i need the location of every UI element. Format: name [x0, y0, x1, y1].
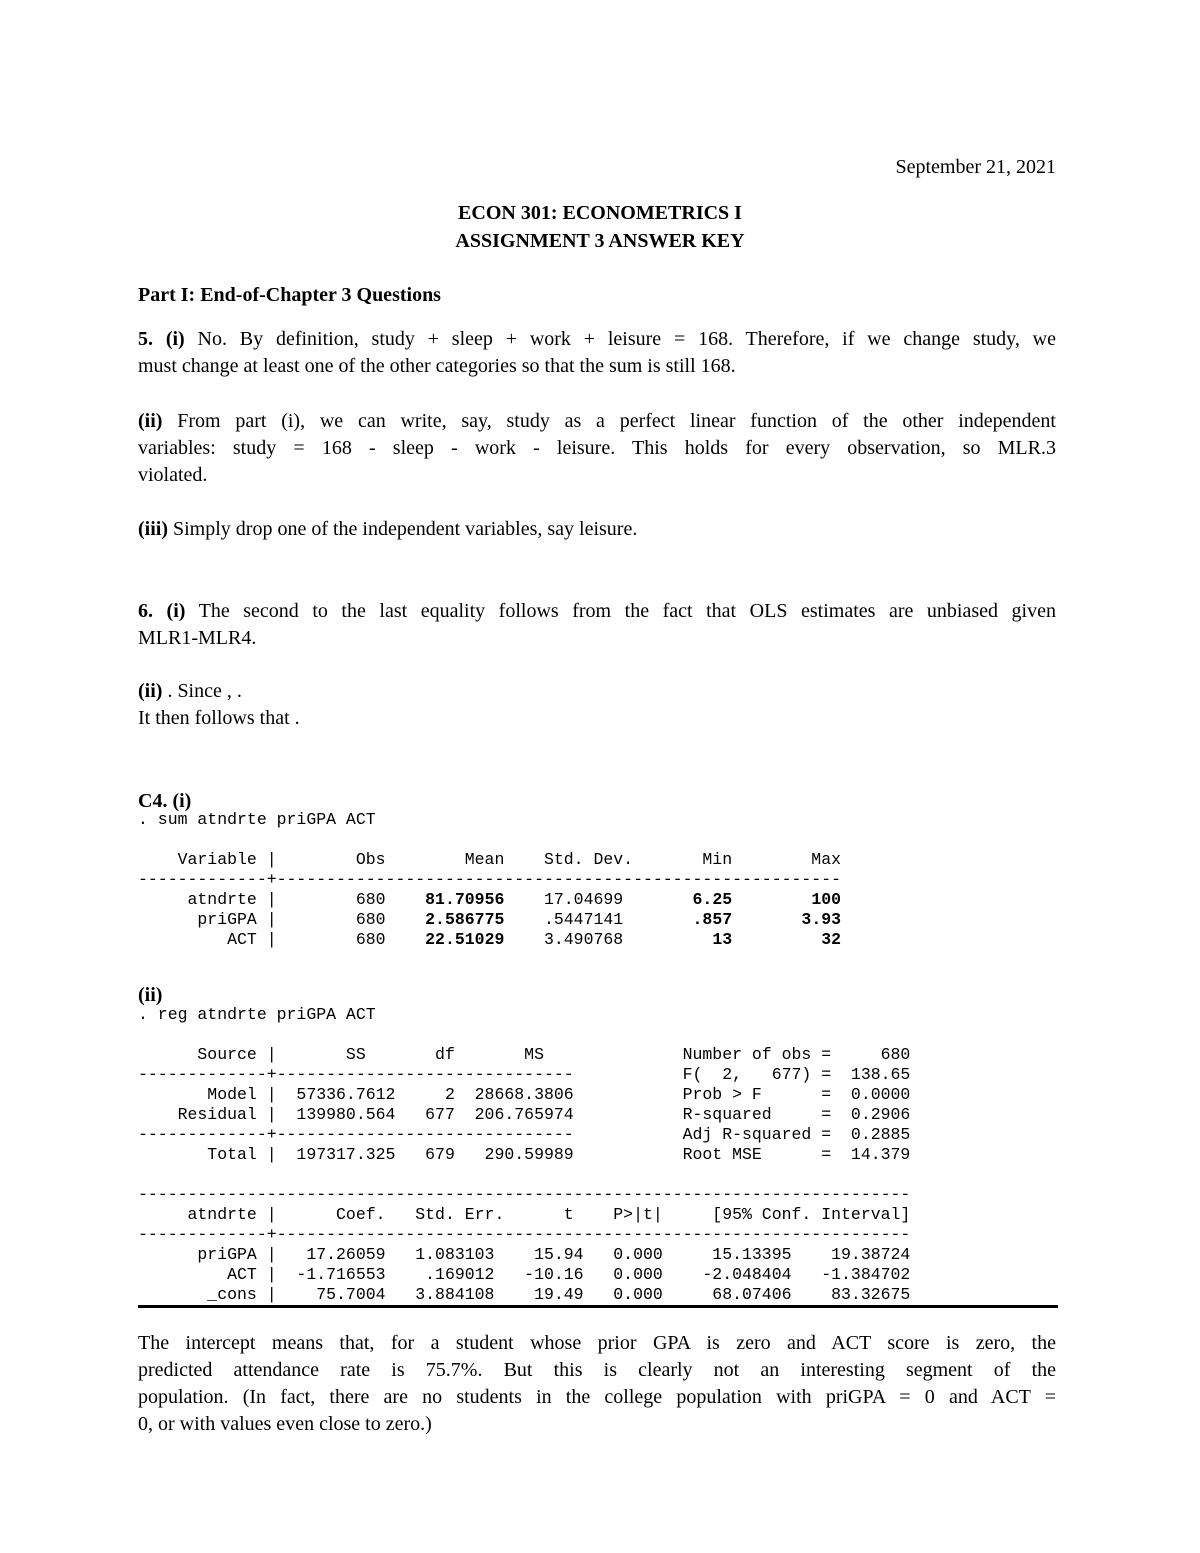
q5-ii-line1: From part (i), we can write, say, study as a perfect linear function of the other independent	[162, 410, 1056, 432]
coef-line: priGPA | 17.26059 1.083103 15.94 0.000 15.13395 19.38724	[138, 1245, 911, 1264]
sum-table-separator: -------------+---------------------------------------------------------	[138, 870, 842, 889]
anova-line: Model | 57336.7612 2 28668.3806 Prob > F = 0.0000	[138, 1085, 911, 1104]
q6-ii-text: . Since , .	[162, 680, 242, 702]
coef-line: _cons | 75.7004 3.884108 19.49 0.000 68.07406 83.32675	[138, 1285, 911, 1304]
q5-iii-text: Simply drop one of the independent variables, say leisure.	[168, 518, 638, 540]
part1-heading: Part I: End-of-Chapter 3 Questions	[138, 284, 441, 306]
coef-line: -------------+----------------------------------------------------------------	[138, 1225, 911, 1244]
sum-row-prigpa: priGPA | 680 2.586775 .5447141 .857 3.93	[138, 910, 842, 929]
q6-i-line2: MLR1-MLR4.	[138, 627, 257, 649]
sum-row-atndrte: atndrte | 680 81.70956 17.04699 6.25 100	[138, 890, 842, 909]
q5-label: 5.	[138, 328, 153, 350]
intercept-interpretation	[138, 1330, 1056, 1438]
sum-table-header: Variable | Obs Mean Std. Dev. Min Max	[138, 850, 842, 869]
interp-line3: population. (In fact, there are no students in the college population with priGPA = 0 and ACT =	[138, 1386, 1056, 1408]
q6-ii-line2: It then follows that .	[138, 707, 300, 729]
course-title: ECON 301: ECONOMETRICS I	[458, 202, 742, 224]
q6-label: 6. (i)	[138, 600, 186, 622]
q5-iii-label: (iii)	[138, 518, 168, 540]
coef-line: ------------------------------------------------------------------------------	[138, 1185, 911, 1204]
sum-row-act: ACT | 680 22.51029 3.490768 13 32	[138, 930, 842, 949]
q5-part-ii	[138, 408, 1056, 489]
q5-part-i	[138, 326, 1056, 380]
interp-line1: The intercept means that, for a student whose prior GPA is zero and ACT score is zero, the	[138, 1332, 1056, 1354]
coef-line: atndrte | Coef. Std. Err. t P>|t| [95% Conf. Interval]	[138, 1205, 911, 1224]
document-date: September 21, 2021	[895, 156, 1056, 178]
q5-part-iii	[138, 516, 1056, 543]
q6-part-i	[138, 598, 1056, 652]
interp-line2: predicted attendance rate is 75.7%. But this is clearly not an interesting segment of the	[138, 1359, 1056, 1381]
q6-ii-label: (ii)	[138, 680, 163, 702]
interp-line4: 0, or with values even close to zero.)	[138, 1413, 432, 1435]
c4-ii-label: (ii)	[138, 984, 163, 1006]
q5-i-line2: must change at least one of the other categories so that the sum is still 168.	[138, 355, 736, 377]
anova-line: -------------+------------------------------ F( 2, 677) = 138.65	[138, 1065, 911, 1084]
anova-line: -------------+------------------------------ Adj R-squared = 0.2885	[138, 1125, 911, 1144]
c4-heading: C4. (i)	[138, 790, 192, 812]
reg-command: . reg atndrte priGPA ACT	[138, 1005, 376, 1024]
q6-i-line1: The second to the last equality follows from the fact that OLS estimates are unbiased given	[185, 600, 1056, 622]
q5-i-line1: No. By definition, study + sleep + work + leisure = 168. Therefore, if we change study, we	[184, 328, 1056, 350]
q6-part-ii	[138, 678, 1056, 732]
table-bottom-rule	[138, 1305, 1058, 1308]
q5-ii-label: (ii)	[138, 410, 163, 432]
q5-ii-line3: violated.	[138, 464, 208, 486]
stata-reg-output	[138, 1005, 910, 1305]
coef-line: ACT | -1.716553 .169012 -10.16 0.000 -2.048404 -1.384702	[138, 1265, 911, 1284]
q5-ii-line2: variables: study = 168 - sleep - work - leisure. This holds for every observation, so MLR.3	[138, 437, 1056, 459]
anova-line: Source | SS df MS Number of obs = 680	[138, 1045, 911, 1064]
sum-command: . sum atndrte priGPA ACT	[138, 810, 376, 829]
q5-i-label: (i)	[165, 328, 185, 350]
anova-line: Total | 197317.325 679 290.59989 Root MSE = 14.379	[138, 1145, 911, 1164]
anova-line: Residual | 139980.564 677 206.765974 R-squared = 0.2906	[138, 1105, 911, 1124]
stata-sum-output	[138, 810, 841, 950]
assignment-title: ASSIGNMENT 3 ANSWER KEY	[455, 230, 745, 252]
